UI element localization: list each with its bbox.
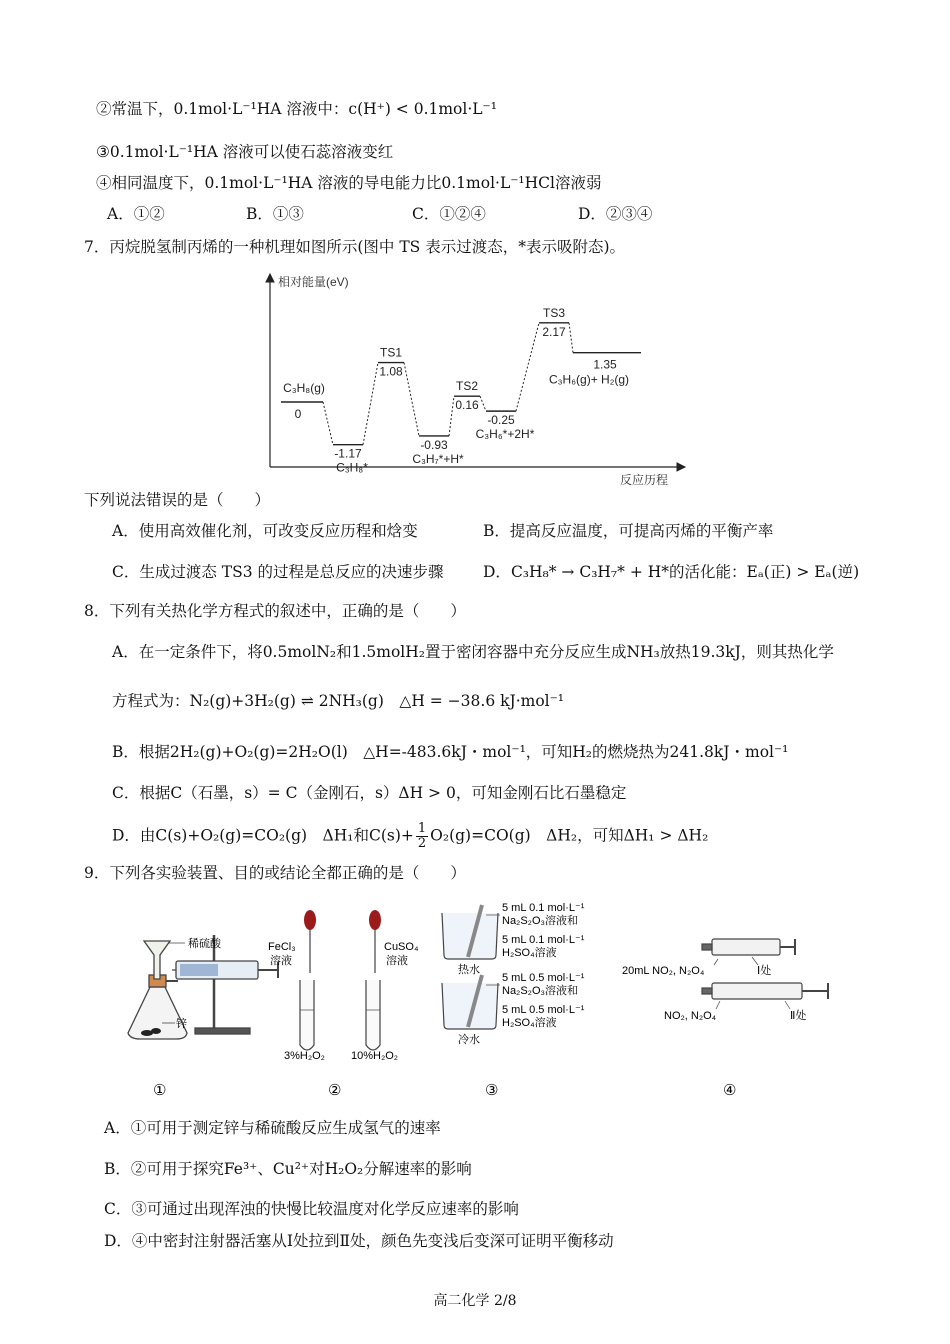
- connector-5: [480, 396, 486, 411]
- q8-option-a-line2: 方程式为：N₂(g)+3H₂(g) ⇌ 2NH₃(g) △H = −38.6 kJ·mol⁻¹: [112, 692, 565, 710]
- energy-value-3: -0.93: [420, 437, 448, 452]
- fig2-reagent1b: 溶液: [270, 955, 292, 967]
- fig4-pos1: Ⅰ处: [757, 965, 772, 977]
- q7-option-d-inequality: Eₐ(正) > Eₐ(逆): [746, 563, 860, 581]
- q6-option-a: A．①②: [107, 205, 165, 223]
- ts-label-2: TS1: [379, 345, 403, 360]
- q9-option-c: C．③可通过出现浑浊的快慢比较温度对化学反应速率的影响: [104, 1200, 519, 1218]
- q9-option-a: A．①可用于测定锌与稀硫酸反应生成氢气的速率: [104, 1119, 441, 1137]
- fig3-top-l2: Na₂S₂O₃溶液和: [502, 915, 578, 927]
- q7-question: 下列说法错误的是（ ）: [84, 491, 271, 509]
- fig3-top-l3: 5 mL 0.1 mol·L⁻¹: [502, 934, 585, 946]
- connector-7: [569, 323, 573, 353]
- y-axis-label: 相对能量(eV): [278, 275, 349, 289]
- page-footer: 高二化学 2/8: [433, 1293, 517, 1309]
- fig2-tube1-label: 3%H₂O₂: [284, 1050, 325, 1062]
- fig2-reagent1: FeCl₃: [268, 941, 296, 953]
- fig4-pos2: Ⅱ处: [790, 1010, 807, 1022]
- q7-option-d: [483, 561, 859, 583]
- ts-label-6: TS3: [542, 305, 566, 320]
- energy-value-6: 2.17: [542, 324, 566, 339]
- species-label-5: C₃H₆*+2H*: [475, 427, 535, 442]
- q7-option-d-equation: C₃H₈* → C₃H₇* + H*: [510, 563, 669, 581]
- q7-stem: 7．丙烷脱氢制丙烯的一种机理如图所示(图中 TS 表示过渡态，*表示吸附态)。: [84, 238, 626, 256]
- fig3-bot-l3: 5 mL 0.5 mol·L⁻¹: [502, 1004, 585, 1016]
- q7-option-b: B．提高反应温度，可提高丙烯的平衡产率: [483, 522, 774, 540]
- q6-item-3: ③0.1mol·L⁻¹HA 溶液可以使石蕊溶液变红: [96, 143, 394, 161]
- funnel: [144, 941, 170, 979]
- fig3-cold-water: 冷水: [458, 1034, 480, 1046]
- fig2-number: ②: [328, 1082, 342, 1099]
- fraction-one-half: [416, 822, 428, 851]
- syringe-1: [712, 939, 780, 955]
- fig3-number: ③: [485, 1082, 499, 1099]
- q8-option-d: [112, 822, 708, 851]
- q9-option-d: D．④中密封注射器活塞从Ⅰ处拉到Ⅱ处，颜色先变浅后变深可证明平衡移动: [104, 1232, 614, 1250]
- connector-6: [516, 323, 539, 411]
- fraction-numerator: 1: [417, 821, 427, 836]
- dropper-bulb: [369, 910, 381, 930]
- species-label-3: C₃H₇*+H*: [412, 451, 464, 466]
- y-axis-arrow: [266, 274, 274, 282]
- connector-2: [363, 363, 378, 445]
- fig2-reagent2b: 溶液: [386, 955, 408, 967]
- dropper-bulb: [304, 910, 316, 930]
- q7-option-d-prefix: D．: [483, 563, 511, 581]
- q9-option-b: B．②可用于探究Fe³⁺、Cu²⁺对H₂O₂分解速率的影响: [104, 1160, 472, 1178]
- energy-value-5: -0.25: [487, 413, 515, 428]
- fig4-number: ④: [723, 1082, 737, 1099]
- q7-option-c: C．生成过渡态 TS3 的过程是总反应的决速步骤: [112, 563, 444, 581]
- q7-option-d-mid: 的活化能：: [669, 563, 747, 581]
- energy-value-2: 1.08: [379, 364, 403, 379]
- test-tube-2: [366, 980, 380, 1050]
- fig3-hot-water: 热水: [458, 964, 480, 976]
- q8-stem: 8．下列有关热化学方程式的叙述中，正确的是（ ）: [84, 602, 466, 620]
- q8-option-b: B．根据2H₂(g)+O₂(g)=2H₂O(l) △H=-483.6kJ・mol⁻¹，可知H₂的燃烧热为241.8kJ・mol⁻¹: [112, 743, 789, 761]
- x-axis-arrow: [677, 463, 685, 471]
- figure-2-apparatus: [300, 910, 381, 1050]
- stand-base: [195, 1028, 250, 1034]
- q6-option-c: C．①②④: [412, 205, 486, 223]
- q6-item-4: ④相同温度下，0.1mol·L⁻¹HA 溶液的导电能力比0.1mol·L⁻¹HCl溶液弱: [96, 174, 602, 192]
- ts-label-4: TS2: [455, 379, 479, 394]
- x-axis-label: 反应历程: [620, 473, 669, 487]
- energy-value-4: 0.16: [455, 398, 479, 413]
- q7-option-a: A．使用高效催化剂，可改变反应历程和焓变: [112, 522, 418, 540]
- fig1-acid-label: 稀硫酸: [188, 938, 221, 950]
- energy-value-1: -1.17: [334, 446, 362, 461]
- experiment-figures: [0, 895, 950, 1105]
- fraction-denominator: 2: [417, 836, 427, 851]
- energy-profile-chart: [0, 262, 950, 492]
- q8-option-c: C．根据C（石墨，s）= C（金刚石，s）ΔH > 0，可知金刚石比石墨稳定: [112, 784, 627, 802]
- figure-1-apparatus: [128, 935, 278, 1039]
- q8-option-d-part2: O₂(g)=CO(g) ΔH₂，可知ΔH₁ > ΔH₂: [430, 826, 709, 845]
- q6-item-2: ②常温下，0.1mol·L⁻¹HA 溶液中：c(H⁺) < 0.1mol·L⁻¹: [96, 100, 497, 118]
- fig3-top-l1: 5 mL 0.1 mol·L⁻¹: [502, 902, 585, 914]
- connector-1: [323, 402, 333, 445]
- species-label-1: C₃H₈*: [336, 460, 368, 475]
- connector-4: [449, 396, 454, 436]
- q8-option-a-line1: A．在一定条件下，将0.5molN₂和1.5molH₂置于密闭容器中充分反应生成NH₃放热19.3kJ，则其热化学: [112, 643, 834, 661]
- test-tube-1: [300, 980, 314, 1050]
- species-label-0: C₃H₈(g): [283, 381, 325, 395]
- fig3-bot-l2: Na₂S₂O₃溶液和: [502, 985, 578, 997]
- energy-value-7: 1.35: [593, 357, 617, 372]
- fig4-gas1: 20mL NO₂, N₂O₄: [622, 965, 705, 977]
- connector-3: [404, 363, 419, 436]
- fig3-bot-l1: 5 mL 0.5 mol·L⁻¹: [502, 972, 585, 984]
- fig3-bot-l4: H₂SO₄溶液: [502, 1017, 557, 1029]
- fig2-reagent2: CuSO₄: [384, 941, 419, 953]
- fig1-zinc-label: 锌: [176, 1018, 187, 1030]
- fig2-tube2-label: 10%H₂O₂: [351, 1050, 399, 1062]
- q6-option-d: D．②③④: [578, 205, 653, 223]
- fig4-gas2: NO₂, N₂O₄: [664, 1010, 717, 1022]
- fig3-top-l4: H₂SO₄溶液: [502, 947, 557, 959]
- q6-option-b: B．①③: [246, 205, 304, 223]
- fig1-number: ①: [153, 1082, 167, 1099]
- species-label-7: C₃H₆(g)+ H₂(g): [548, 372, 630, 387]
- q8-option-d-part1: D．由C(s)+O₂(g)=CO₂(g) ΔH₁和C(s)+: [112, 826, 414, 845]
- q9-stem: 9．下列各实验装置、目的或结论全都正确的是（ ）: [84, 864, 466, 882]
- energy-value-0: 0: [294, 407, 302, 421]
- syringe-2: [712, 983, 802, 999]
